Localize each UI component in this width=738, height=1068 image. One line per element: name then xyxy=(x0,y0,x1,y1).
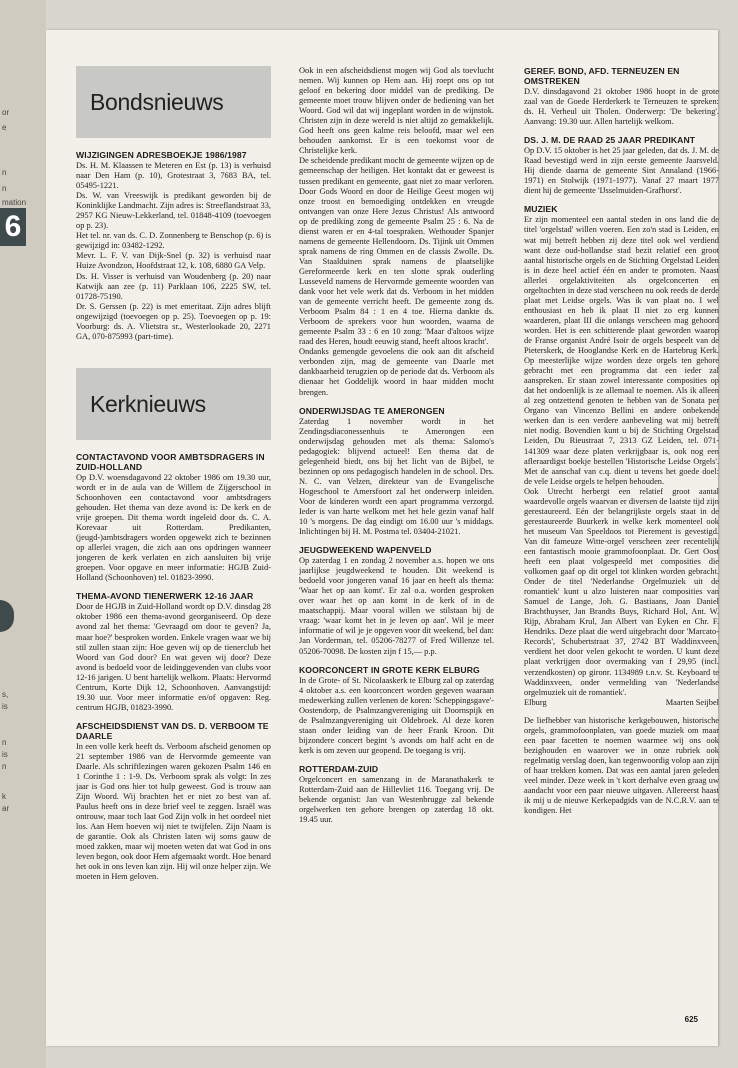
article-heading: GEREF. BOND, AFD. TERNEUZEN EN OMSTREKEN xyxy=(524,66,680,86)
closing-paragraph: De liefhebber van historische kerkgebouwen, historische orgels, grammofoonplaten, van goede muziek om maar een paar facetten te noemen waarmee wij ons ook bezighouden en waarover we in onze rubriek ook regelmatig verslag doen, kan tegenwoordig volop aan zijn of haar trekken komen. Dat was een aantal jaren geleden veel minder. Deze week in 't kort derhalve even graag uw aandacht voor een paar nieuwe uitgaven. Allereerst haast ik mij u de nieuwe Kerkepadgids van de N.C.R.V. aan te kondigen. Het xyxy=(524,715,719,816)
edge-fragment: n xyxy=(2,184,7,193)
article xyxy=(524,135,719,196)
paragraph: Dr. S. Gerssen (p. 22) is met emeritaat. Zijn adres blijft ongewijzigd (toevoegen op p. 25). Toevoegen op p. 19: Voorburg: ds. A. Vlietstra sr., Westerlookade 20, 2271 GA, 070-875993 (part-time). xyxy=(76,301,271,341)
article-heading: JEUGDWEEKEND WAPENVELD xyxy=(299,545,432,556)
paragraph: In de Grote- of St. Nicolaaskerk te Elburg zal op zaterdag 4 oktober a.s. een koorconcert worden gegeven waaraan medewerking zullen verlenen de koren: 'Scheppingsgave'-Oostendorp, de Psalmzangvereniging uit Doornspijk en de Psalmzangvereniging uit Oldebroek. Al deze koren staan onder leiding van de heer Frank Kroon. Dit bijzondere concert begint 's avonds om half acht en de kerk is om zeven uur geopend. De toegang is vrij. xyxy=(299,675,494,755)
signature-name: Maarten Seijbel xyxy=(665,697,719,707)
column-1 xyxy=(76,66,271,1012)
edge-fragment: n xyxy=(2,762,7,771)
page-number: 625 xyxy=(684,1015,698,1024)
article xyxy=(76,452,271,584)
edge-fragment: n xyxy=(2,738,7,747)
bondsnieuws-banner xyxy=(76,66,271,138)
edge-fragment: k xyxy=(2,792,6,801)
article xyxy=(299,764,494,825)
article xyxy=(76,150,271,342)
article-heading: ONDERWIJSDAG TE AMERONGEN xyxy=(299,405,445,416)
paragraph: Ds. W. van Vreeswijk is predikant geworden bij de Koninklijke Landmacht. Zijn adres is: Streeflandstraat 33, 2957 KG Nieuw-Lekkerland, tel. 01848-4109 (toevoegen op p. 23). xyxy=(76,191,271,231)
paragraph: Op D.V. 15 oktober is het 25 jaar geleden, dat ds. J. M. de Raad bevestigd werd in zijn eerste gemeente Jaarsveld. Hij diende daarna de gemeente Sint Annaland (1966-1971) en Stolwijk (1971-1977). Vanaf 27 maart 1977 dient hij de gemeente 'IJsselmuiden-Grafhorst'. xyxy=(524,146,719,196)
edge-fragment: is xyxy=(2,750,8,759)
signature xyxy=(524,698,719,708)
edge-fragment: ar xyxy=(2,804,10,813)
paragraph: Het tel. nr. van ds. C. D. Zonnenberg te Benschop (p. 6) is gewijzigd in: 03482-1292. xyxy=(76,231,271,251)
article-heading: AFSCHEIDSDIENST VAN DS. D. VERBOOM TE DAARLE xyxy=(76,720,269,741)
article-heading: MUZIEK xyxy=(524,204,558,215)
edge-tab: 6 xyxy=(0,208,26,246)
paragraph: Ds. H. M. Klaassen te Meteren en Est (p. 13) is verhuisd naar Den Ham (p. 10), Grotestraat 3, 7683 BA, tel. 05495-1221. xyxy=(76,161,271,191)
paragraph: D.V. dinsdagavond 21 oktober 1986 hoopt in de grote zaal van de Goede Herderkerk te Terneuzen te spreken: ds. H. Verheul uit Tholen. Onderwerp: 'De bekering'. Aanvang: 19.30 uur. Allen hartelijk welkom. xyxy=(524,87,719,127)
column-2 xyxy=(299,66,494,1012)
article-heading: ROTTERDAM-ZUID xyxy=(299,763,379,774)
edge-fragment: or xyxy=(2,108,10,117)
kerknieuws-banner xyxy=(76,368,271,440)
paragraph: Ds. H. Visser is verhuisd van Woudenberg (p. 20) naar Katwijk aan zee (p. 11) Parklaan 106, 2225 SW, tel. 01728-75190. xyxy=(76,271,271,301)
article-continued xyxy=(299,66,494,398)
paragraph: Zaterdag 1 november wordt in het Zendingsdiaconessenhuis te Amerongen een onderwijsdag gehouden met als thema: Salomo's pedagogiek: blijvend actueel! Een thema dat de gelegenheid biedt, ons bij het licht van de Bijbel, te bezinnen op ons pedagogisch handelen in de school. Drs. N. C. van Velzen, direkteur van de Evangelische Hogeschool te Amersfoort zal het onderwerp inleiden. Voor de kinderen wordt een apart programma verzorgd. Ieder is van harte welkom met het hele gezin vanaf half 10 's morgens. De dag eindigt om 16.00 uur 's middags. Inlichtingen bij H. M. Postma tel. 03404-21021. xyxy=(299,416,494,537)
article xyxy=(76,591,271,713)
article-heading: KOORCONCERT IN GROTE KERK ELBURG xyxy=(299,664,480,675)
signature-place: Elburg xyxy=(524,697,547,707)
paragraph: Door de HGJB in Zuid-Holland wordt op D.V. dinsdag 28 oktober 1986 een thema-avond georganiseerd. Op deze avond zal het thema: 'Gevraagd om door te geven? Ja, maar hoe?' besproken worden. Enkele vragen waar we bij stil zullen staan zijn: Hoe geven wij op de tienerclub het Woord van God door? En wat geven wij door? Deze avond is bedoeld voor de leidinggevenden van clubs voor 12-16 jarigen. U bent hartelijk welkom. Plaats: Hervormd Centrum, Korte Dijk 12, Schoonhoven. Aanvangstijd: 19.30 uur. Voor meer informatie en/of opgaven: Reg. centrum HGJB, 01823-3990. xyxy=(76,602,271,712)
article-heading: DS. J. M. DE RAAD 25 JAAR PREDIKANT xyxy=(524,135,696,146)
edge-fragment: n xyxy=(2,168,7,177)
paragraph: Op zaterdag 1 en zondag 2 november a.s. hopen we ons jaarlijkse jeugdweekend te houden. Dit weekend is bedoeld voor jongeren vanaf 16 jaar en heeft als thema: 'Waar het op aan komt'. Er zal o.a. worden gesproken over waar het op aan komt in de kerk of in de maatschappij. Maar vooral willen we stilstaan bij de vraag: 'waar komt het in je leven op aan'. Wil je meer informatie of wil je je opgeven voor dit weekend, bel dan: Jan Vorderman, tel. 05206-78277 of Fred Willenze tel. 05206-70098. De kosten zijn f 15,— p.p. xyxy=(299,556,494,656)
article-heading: THEMA-AVOND TIENERWERK 12-16 JAAR xyxy=(76,591,254,602)
paragraph: De scheidende predikant mocht de gemeente wijzen op de gemeenschap der heiligen. Het kontakt dat er geweest is tussen predikant en gemeente, gaat niet zo maar verloren. Door Gods Woord en door de Heilige Geest mogen wij onze troost en bemoediging ontdekken en vreugde ontvangen van onze Here Jezus Christus! Als antwoord op de prediking zong de gemeente Psalm 25 : 6. Na de dienst waren er en 4-tal toespraken. Wethouder Spanjer namens de gemeente Hellendoorn. Ds. Tijink uit Ommen sprak namens de ring Ommen en de classis Zwolle. Ds. Van Staalduinen sprak namens de plaatselijke Gereformeerde kerk en ten slotte sprak ouderling Lusseveld namens de Hervormde gemeente woorden van dank voor het vele werk dat ds. Verboom in het midden van de gemeente verricht heeft. De gemeente zong ds. Verboom Psalm 84 : 1 en 4 toe. Hierna dankte ds. Verboom de sprekers voor hun woorden, waarna de gemeente Psalm 33 : 6 en 10 zong: 'Maar d'altoos wijze raad des Heren, houdt eeuwig stand, heeft altoos kracht'. xyxy=(299,156,494,347)
column-3 xyxy=(524,66,719,1012)
paragraph: Er zijn momenteel een aantal steden in ons land die de titel 'orgelstad' willen voeren. Een zo'n stad is Leiden, en wat mij betreft hebben zij deze titel ook wel verdiend want deze oud-hollandse stad bezit relatief een groot aantal historische orgels en de Stichting Orgelstad Leiden is in deze heel actief één en ander te promoten. Naast allerlei orgelaktiviteiten als orgelconcerten en orgeltochten in deze stad verscheen nu ook reeds de derde plaat met Leidse orgels. Was ik van plaat no. I wel enthousiast en heb ik plaat II niet zo erg kunnen waarderen, plaat III die onlangs verscheen mag gehoord worden. Het is een schitterende plaat geworden waarop de Franse organist André Isoir de orgels bespeelt van de Pieterskerk, de Hooglandse Kerk en de Hartebrug Kerk. Op meesterlijke wijze worden deze orgels ten gehore gebracht met een programma dat een ieder zal aanspreken. Er staan zowel interessante composities op dat het ondoenlijk is ze allemaal te noemen. Als ik alleen al zeg ontzettend genoten te hebben van de Sonata per Organo van Vincenzo Bellini en andere onbekende werken dan is een verdere aanbeveling wat mij betreft niet nodig. Bovendien kunt u bij de Stichting Orgelstad Leiden, Du Rieustraat 7, 2313 GZ Leiden, tel. 071-141309 waar deze platen verkrijgbaar is, ook nog een afleraardigst boekje bestellen 'Historische Leidse Orgels'. Met de aanschaf van c.q. dient u tevens het goede doel: de vele Leidse orgels te helpen behouden. xyxy=(524,215,719,486)
article xyxy=(299,545,494,656)
edge-fragment: mation xyxy=(2,198,27,207)
article xyxy=(299,406,494,538)
edge-fragment: s, xyxy=(2,690,9,699)
edge-fragment: is xyxy=(2,702,8,711)
edge-text-fragments xyxy=(2,0,42,1068)
article xyxy=(76,721,271,883)
edge-fragment: e xyxy=(2,123,7,132)
paragraph: Ook Utrecht herbergt een relatief groot aantal waardevolle orgels waarvan er diversen de laatste tijd zijn gerestaureerd. Eén der belangrijkste orgels staat in de gerestaureerde Buurkerk in welke kerk momenteel ook het museum Van Speeldoos tot Pierement is gevestigd. Van dit fameuze Witte-orgel verscheen zeer recentelijk een fantastisch mooie grammofoonplaat. Dr. Gert Oost heeft een plaat volgespeeld met composities die volkomen gaaf op dit orgel tot klinken worden gebracht. Onder de titel 'Nederlandse Orgelmuziek uit de romantiek' kunt u alzo luisteren naar composities van Samuel de Lange, Joh. G. Bastiaans, Joan Daniel Brachthuyser, Jan Brandts Buys, Richard Hol, Ant. W. Rijp, Abraham Krul, Jan Albert van Eyken en Chr. F. Hendriks. Deze plaat die werd uitgebracht door 'Marcato-Records', Schubertstraat 37, 2742 BT Waddinxveen, verdient het door velen gekocht te worden. U kunt deze plaat verkrijgen door overmaking van f 29,95 (incl. verzendkosten) op gironr. 1134989 t.n.v. St. Keyboard te Waddinxveen, onder vermelding van 'Nederlandse orgelmuziek uit de romantiek'. xyxy=(524,486,719,697)
magazine-page xyxy=(46,30,718,1046)
kerknieuws-title: Kerknieuws xyxy=(90,390,206,417)
article xyxy=(299,665,494,756)
article-heading: CONTACTAVOND VOOR AMBTSDRAGERS IN ZUID-HOLLAND xyxy=(76,451,265,472)
article-heading: WIJZIGINGEN ADRESBOEKJE 1986/1987 xyxy=(76,150,247,160)
paragraph: Op D.V. woensdagavond 22 oktober 1986 om 19.30 uur, wordt er in de aula van de Willem de Zijgerschool in Schoonhoven een contactavond voor ambtsdragers gehouden. Het thema van deze avond is: De kerk en de vrije groepen. Dit thema wordt ingeleid door ds. C. A. Korevaar uit Rotterdam. Predikanten, (jeugd-)ambtsdragers worden opgewekt zich te bezinnen op allerlei vragen, die zich aan ons opdringen wanneer jongeren de kerk verlaten en zich aansluiten bij vrije groepen. Voor opgave en meer informatie: HGJB Zuid-Holland (Schoonhoven) tel. 01823-3990. xyxy=(76,472,271,583)
paragraph: Orgelconcert en samenzang in de Maranathakerk te Rotterdam-Zuid aan de Hillevliet 116. Toegang vrij. De bekende organist: Jan van Westenbrugge zal bekende orgelwerken ten gehore brengen op zaterdag 18 okt. 19.45 uur. xyxy=(299,774,494,825)
article xyxy=(524,204,719,816)
paragraph: Ondanks gemengde gevoelens die ook aan dit afscheid verbonden zijn, mag de gemeente van Daarle met dankbaarheid terugzien op de periode dat ds. Verboom als dienaar het Goddelijk woord in haar midden mocht brengen. xyxy=(299,347,494,397)
paragraph: Mevr. L. F. V. van Dijk-Snel (p. 32) is verhuisd naar Huize Avondzon, Hoofdstraat 12, k. 108, 6880 GA Velp. xyxy=(76,251,271,271)
bondsnieuws-title: Bondsnieuws xyxy=(90,88,224,115)
paragraph: In een volle kerk heeft ds. Verboom afscheid genomen op 21 september 1986 van de Hervormde gemeente van Daarle. Als schriftlezingen waren gekozen Psalm 146 en 1 Corinthe 1 : 1-9. Ds. Verboom sprak als volgt: In zes jaar is God ons hier tot hulp geweest. God is trouw aan Zijn Woord. Wij brachten het er niet zo best van af. Paulus heeft ons in deze brief veel te zeggen. Israël was ontrouw, maar toch laat God Zijn volk in het oordeel niet los. Aan Hem hoeven wij niet te twijfelen. Zijn Naam is de garantie. Ook als Christen laten wij soms gauw de moed zakken, maar wij moeten weten dat wat God in ons leven begon, ook door Hem afgemaakt wordt. Hoe benard het ook in ons leven kan zijn. Hij wil onze helper zijn. We moeten in Hem geloven. xyxy=(76,741,271,882)
paragraph: Ook in een afscheidsdienst mogen wij God als toevlucht nemen. Wij kunnen op Hem aan. Hij roept ons op tot geloof en bekering door middel van de prediking. De gemeente moet trouw blijven onder de bediening van het Woord. God wil dat wij ingeplant worden in de wijnstok. Christen zijn in deze wereld is niet altijd zo gemakkelijk. God heeft ons geen kalme reis beloofd, maar wel een behouden aankomst. Er is een toekomst voor de Christelijke kerk. xyxy=(299,66,494,156)
article xyxy=(524,66,719,127)
previous-page-edge xyxy=(0,0,46,1068)
